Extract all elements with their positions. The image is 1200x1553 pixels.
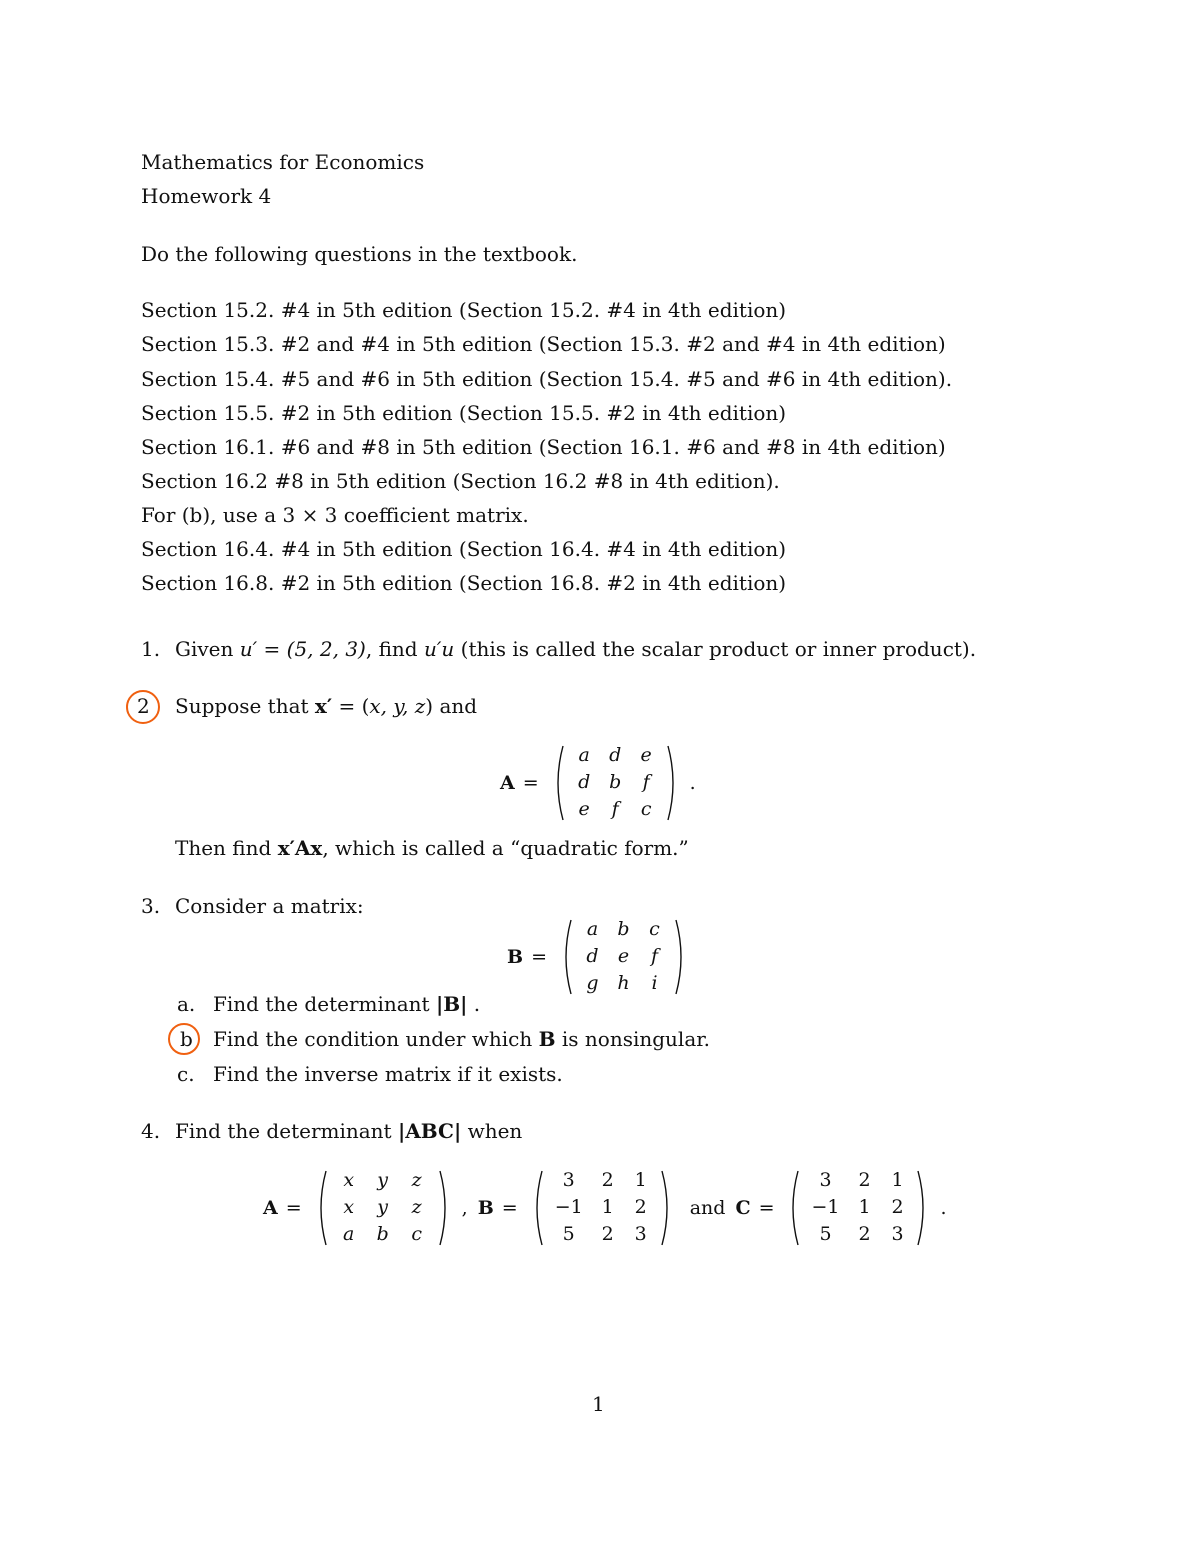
section-item: Section 16.2 #8 in 5th edition (Section 16.2 #8 in 4th edition). bbox=[141, 469, 780, 493]
question-1-number: 1. bbox=[141, 637, 161, 661]
matrix-A-q4: A = x y z x y z a b c , B = 3 2 1 −1 1 2 5 2 3 and C = 3 2 1 −1 1 2 5 2 3 . bbox=[263, 1169, 947, 1245]
homework-title: Homework 4 bbox=[141, 184, 272, 208]
right-paren bbox=[674, 918, 688, 996]
question-2-number: 2 bbox=[137, 694, 150, 718]
question-4-number: 4. bbox=[141, 1119, 161, 1143]
section-item: Section 15.3. #2 and #4 in 5th edition (Section 15.3. #2 and #4 in 4th edition) bbox=[141, 332, 946, 356]
question-3-text: Consider a matrix: bbox=[175, 894, 364, 918]
right-paren bbox=[438, 1169, 452, 1247]
part-a-text: Find the determinant |B| . bbox=[213, 992, 481, 1016]
part-c-text: Find the inverse matrix if it exists. bbox=[213, 1062, 563, 1086]
matrix-A-q2: A = a d e d b f e f c . bbox=[500, 744, 696, 820]
left-paren bbox=[559, 918, 573, 996]
part-b-text: Find the condition under which B is nonsingular. bbox=[213, 1027, 710, 1051]
section-item: Section 16.4. #4 in 5th edition (Section 16.4. #4 in 4th edition) bbox=[141, 537, 787, 561]
section-item: Section 16.1. #6 and #8 in 5th edition (Section 16.1. #6 and #8 in 4th edition) bbox=[141, 435, 946, 459]
matrix-B-q3: B = a b c d e f g h i bbox=[507, 917, 688, 996]
question-4-text: Find the determinant |ABC| when bbox=[175, 1119, 523, 1143]
right-paren bbox=[916, 1169, 930, 1247]
question-3-number: 3. bbox=[141, 894, 161, 918]
course-title: Mathematics for Economics bbox=[141, 150, 425, 174]
part-a-label: a. bbox=[177, 992, 196, 1016]
part-b-label: b bbox=[180, 1027, 193, 1051]
section-note: For (b), use a 3 × 3 coefficient matrix. bbox=[141, 503, 529, 527]
question-2-then: Then find x′Ax, which is called a “quadratic form.” bbox=[175, 836, 689, 860]
left-paren bbox=[786, 1169, 800, 1247]
question-2-text: Suppose that x′ = (x, y, z) and bbox=[175, 694, 478, 718]
section-item: Section 15.2. #4 in 5th edition (Section 15.2. #4 in 4th edition) bbox=[141, 298, 787, 322]
left-paren bbox=[530, 1169, 544, 1247]
section-item: Section 15.4. #5 and #6 in 5th edition (Section 15.4. #5 and #6 in 4th edition). bbox=[141, 367, 953, 391]
section-item: Section 15.5. #2 in 5th edition (Section 15.5. #2 in 4th edition) bbox=[141, 401, 787, 425]
part-c-label: c. bbox=[177, 1062, 195, 1086]
left-paren bbox=[551, 744, 565, 822]
right-paren bbox=[660, 1169, 674, 1247]
page-number: 1 bbox=[592, 1392, 605, 1416]
intro-text: Do the following questions in the textbook. bbox=[141, 242, 578, 266]
section-item: Section 16.8. #2 in 5th edition (Section 16.8. #2 in 4th edition) bbox=[141, 571, 787, 595]
right-paren bbox=[666, 744, 680, 822]
question-1-text: Given u′ = (5, 2, 3), find u′u (this is called the scalar product or inner product). bbox=[175, 637, 977, 661]
left-paren bbox=[314, 1169, 328, 1247]
